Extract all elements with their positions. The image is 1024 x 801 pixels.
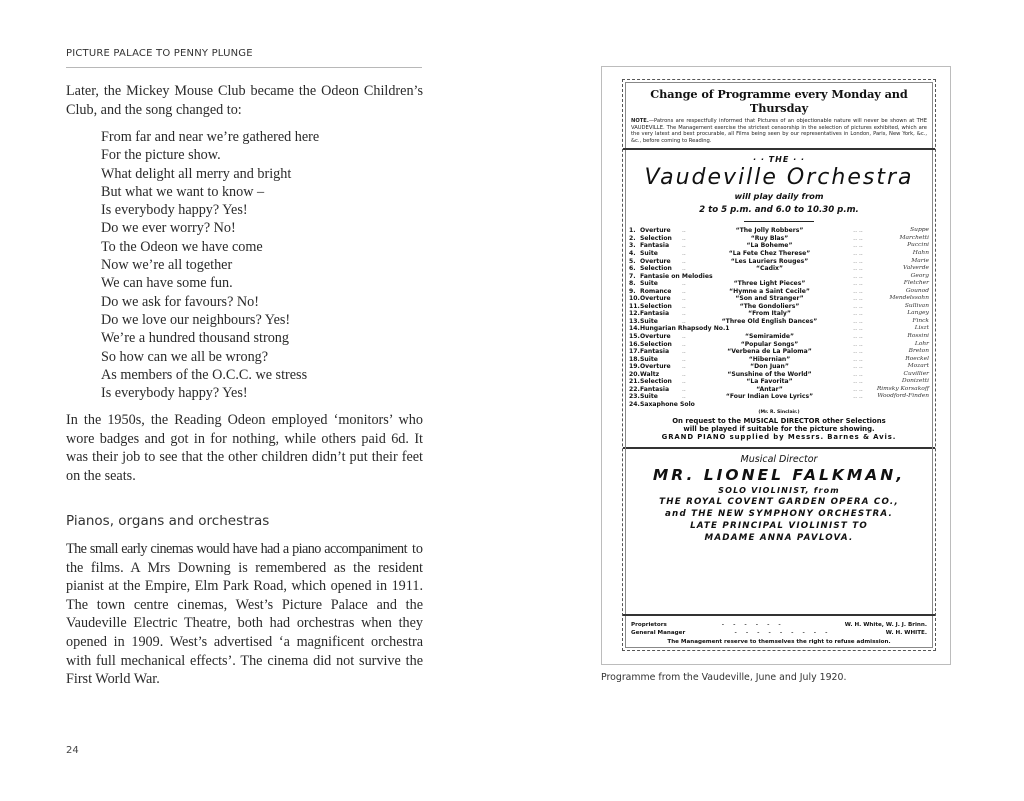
- director-section: [623, 447, 935, 547]
- song-verse: [101, 128, 319, 402]
- item-composer: Gounod: [905, 287, 929, 294]
- item-type: Selection: [640, 340, 672, 348]
- item-type: Suite: [640, 355, 658, 363]
- verse-line: Is everybody happy? Yes!: [101, 385, 248, 402]
- note-text: [631, 118, 927, 144]
- item-type: Selection: [640, 302, 672, 310]
- change-title: Change of Programme every Monday and Thursday: [650, 87, 908, 115]
- item-composer: Woodford-Finden: [877, 393, 929, 400]
- dot-leader: ..: [682, 302, 686, 310]
- dot-leader: ..: [682, 257, 686, 265]
- dot-leader: ..: [682, 280, 686, 288]
- proprietors-row: [631, 622, 927, 630]
- item-type: Overture: [640, 257, 671, 265]
- item-piece: “Hymne a Saint Cecile”: [729, 287, 810, 295]
- item-piece: “Hibernian”: [748, 355, 791, 363]
- programme-item: [629, 341, 929, 349]
- verse-line: From far and near we’re gathered here: [101, 129, 320, 145]
- item-piece: “Verbena de La Paloma”: [727, 348, 812, 356]
- item-piece: “La Favorita”: [746, 378, 793, 386]
- item-number: 6.: [629, 265, 636, 273]
- item-number: 13.: [629, 317, 640, 325]
- item-composer: Fletcher: [903, 280, 929, 287]
- programme-item: [629, 356, 929, 364]
- dot-leader: .. ..: [853, 363, 863, 371]
- item-piece: “Cadix”: [756, 265, 783, 273]
- item-type: Overture: [640, 227, 671, 235]
- programme-item: [629, 280, 929, 288]
- dot-leader: ..: [682, 317, 686, 325]
- programme-item: [629, 227, 929, 235]
- item-type: Suite: [640, 393, 658, 401]
- dot-leader: ..: [682, 295, 686, 303]
- item-piece: “Four Indian Love Lyrics”: [725, 393, 814, 401]
- dot-leader: .. ..: [853, 317, 863, 325]
- dot-leader: [841, 401, 875, 409]
- dot-leader: .. ..: [853, 340, 863, 348]
- item-type: Suite: [640, 250, 658, 258]
- dash-leader: ---------: [734, 630, 837, 637]
- item-composer: Roeckel: [905, 355, 929, 362]
- item-piece: “La Fete Chez Therese”: [728, 250, 811, 258]
- item-type: Fantasia: [640, 310, 670, 318]
- item-number: 23.: [629, 393, 640, 401]
- item-type: Selection: [640, 234, 672, 242]
- item-composer: Marie: [911, 257, 929, 264]
- request-line-2: will be played if suitable for the picture showing.: [683, 424, 875, 433]
- item-number: 11.: [629, 302, 640, 310]
- dot-leader: .. ..: [853, 325, 863, 333]
- item-composer: Langey: [907, 310, 929, 317]
- item-composer: Breton: [908, 348, 929, 355]
- dot-leader: ..: [682, 310, 686, 318]
- dot-leader: .. ..: [853, 295, 863, 303]
- programme-item: [629, 258, 929, 266]
- director-line-3: and THE NEW SYMPHONY ORCHESTRA.: [665, 509, 893, 520]
- play-times: 2 to 5 p.m. and 6.0 to 10.30 p.m.: [699, 205, 859, 216]
- programme-item: [629, 318, 929, 326]
- the-label: · · THE · ·: [753, 155, 805, 165]
- verse-line: As members of the O.C.C. we stress: [101, 366, 308, 383]
- dot-leader: .. ..: [853, 302, 863, 310]
- item-piece: “Semiramide”: [744, 333, 795, 341]
- verse-line: For the picture show.: [101, 147, 221, 164]
- dot-leader: ..: [682, 363, 686, 371]
- programme-item: [629, 401, 929, 409]
- dot-leader: ..: [682, 370, 686, 378]
- dot-leader: .. ..: [853, 378, 863, 386]
- pianos-paragraph: [66, 540, 423, 689]
- item-number: 17.: [629, 348, 640, 356]
- item-number: 14.: [629, 325, 640, 333]
- page-number: 24: [66, 745, 79, 756]
- dot-leader: ..: [682, 265, 686, 273]
- item-piece: “Don Juan”: [750, 363, 789, 371]
- programme-item: [629, 363, 929, 371]
- will-play: will play daily from: [734, 191, 824, 202]
- programme-item: [629, 265, 929, 273]
- dot-leader: .. ..: [853, 393, 863, 401]
- programme-item: [629, 310, 929, 318]
- item-composer: Hahn: [912, 250, 929, 257]
- programme-item: [629, 348, 929, 356]
- programme-item: [629, 295, 929, 303]
- item-piece: “Antar”: [756, 385, 783, 393]
- verse-line: Now we’re all together: [101, 257, 233, 274]
- section-heading: Pianos, organs and orchestras: [66, 513, 270, 529]
- item-piece: “Three Light Pieces”: [733, 280, 806, 288]
- dot-leader: ..: [682, 385, 686, 393]
- verse-line: Do we ever worry? No!: [101, 220, 236, 237]
- item-type: Waltz: [640, 370, 660, 378]
- item-number: 4.: [629, 250, 636, 258]
- item-number: 2.: [629, 234, 636, 242]
- dot-leader: .. ..: [853, 310, 863, 318]
- dash-leader: ------: [721, 622, 790, 629]
- item-composer: Mendelssohn: [889, 295, 929, 302]
- grand-piano-line: GRAND PIANO supplied by Messrs. Barnes & Avis.: [661, 433, 897, 442]
- item-type: Saxaphone Solo: [640, 400, 695, 408]
- running-head: PICTURE PALACE TO PENNY PLUNGE: [66, 48, 422, 68]
- intro-paragraph: Later, the Mickey Mouse Club became the Odeon Children’s Club, and the song changed to:: [66, 83, 423, 118]
- item-composer: Suppe: [910, 227, 929, 234]
- proprietors-value: W. H. White, W. J. J. Brinn.: [844, 622, 927, 629]
- verse-line: To the Odeon we have come: [101, 238, 263, 255]
- verse-line: So how can we all be wrong?: [101, 348, 269, 365]
- programme-item: [629, 333, 929, 341]
- item-piece: “Sunshine of the World”: [727, 370, 812, 378]
- orchestra-section: [623, 155, 935, 441]
- item-number: 18.: [629, 355, 640, 363]
- dot-leader: .. ..: [853, 333, 863, 341]
- pianos-first-line: The small early cinemas would have had a piano accompaniment: [66, 541, 407, 557]
- programme-figure: [601, 66, 951, 665]
- item-number: 16.: [629, 340, 640, 348]
- programme-item: [629, 250, 929, 258]
- director-line-2: THE ROYAL COVENT GARDEN OPERA CO.,: [659, 497, 899, 508]
- dot-leader: .. ..: [853, 370, 863, 378]
- item-composer: Mozart: [907, 363, 929, 370]
- dot-leader: ..: [682, 234, 686, 242]
- verse-line: But what we want to know –: [101, 183, 265, 200]
- programme-item: [629, 325, 929, 333]
- proprietors-box: [623, 614, 935, 650]
- dot-leader: ..: [682, 348, 686, 356]
- programme-item: [629, 393, 929, 401]
- dot-leader: .. ..: [853, 265, 863, 273]
- item-number: 20.: [629, 370, 640, 378]
- item-composer: Lohr: [914, 340, 929, 347]
- item-type: Fantasia: [640, 242, 670, 250]
- item-number: 9.: [629, 287, 636, 295]
- item-piece: “From Italy”: [748, 310, 791, 318]
- item-composer: Donizetti: [901, 378, 929, 385]
- verse-line: Do we ask for favours? No!: [101, 293, 259, 310]
- item-composer: Valverde: [903, 265, 929, 272]
- director-line-1: SOLO VIOLINIST, from: [718, 486, 840, 496]
- dot-leader: .. ..: [853, 234, 863, 242]
- item-type: Overture: [640, 333, 671, 341]
- dot-leader: .. ..: [853, 385, 863, 393]
- item-type: Selection: [640, 378, 672, 386]
- item-number: 10.: [629, 295, 640, 303]
- dot-leader: ..: [682, 333, 686, 341]
- item-number: 8.: [629, 280, 636, 288]
- verse-line: We can have some fun.: [101, 275, 233, 292]
- dot-leader: .. ..: [853, 348, 863, 356]
- manager-value: W. H. WHITE.: [885, 630, 927, 637]
- item-piece: “The Gondoliers”: [739, 302, 800, 310]
- pianos-rest: to the films. A Mrs Downing is remembered as the resident pianist at the Empire, Elm Park Road, which opened in 1911. The town centre cinemas, West’s Picture Palace and the Vaudeville Electric Theatre, both had orchestras when they opened in 1909. West’s advertised ‘a magnificent orchestra with full mechanical effects’. The cinema did not survive the First World War.: [66, 541, 424, 688]
- item-number: 1.: [629, 227, 636, 235]
- item-type: Hungarian Rhapsody No.1: [640, 325, 730, 333]
- dot-leader: ..: [682, 250, 686, 258]
- dot-leader: ..: [682, 242, 686, 250]
- dot-leader: ..: [682, 378, 686, 386]
- monitors-paragraph: In the 1950s, the Reading Odeon employed ‘monitors’ who wore badges and got in for nothing, while others paid 6d. It was their job to see that the other children didn’t put their feet on the seats.: [66, 412, 423, 484]
- director-label: Musical Director: [740, 454, 818, 466]
- item-composer: Sullivan: [904, 302, 929, 309]
- figure-caption: Programme from the Vaudeville, June and July 1920.: [601, 672, 847, 683]
- director-name: MR. LIONEL FALKMAN,: [652, 466, 906, 485]
- dot-leader: .. ..: [853, 257, 863, 265]
- programme-item: [629, 386, 929, 394]
- dot-leader: .. ..: [853, 250, 863, 258]
- programme-item: [629, 303, 929, 311]
- item-piece: “La Boheme”: [746, 242, 793, 250]
- request-line-1: On request to the MUSICAL DIRECTOR other Selections: [672, 416, 886, 425]
- programme-image: [622, 79, 936, 651]
- programme-item: [629, 273, 929, 281]
- verse-line: Do we love our neighbours? Yes!: [101, 311, 291, 328]
- divider: [744, 221, 814, 222]
- item-number: 5.: [629, 257, 636, 265]
- item-number: 19.: [629, 363, 640, 371]
- manager-label: General Manager: [631, 630, 686, 637]
- orchestra-title: Vaudeville Orchestra: [644, 165, 914, 191]
- programme-item: [629, 378, 929, 386]
- item-type: Fantasia: [640, 348, 670, 356]
- programme-item: [629, 371, 929, 379]
- dot-leader: .. ..: [853, 272, 863, 280]
- director-line-4: LATE PRINCIPAL VIOLINIST TO: [690, 521, 868, 532]
- item-type: Suite: [640, 317, 658, 325]
- item-composer: Rossini: [907, 333, 929, 340]
- change-notice-box: [623, 87, 935, 150]
- verse-line: We’re a hundred thousand strong: [101, 330, 289, 347]
- note-lead: NOTE.: [631, 118, 649, 124]
- item-type: Suite: [640, 280, 658, 288]
- item-piece: “Les Lauriers Rouges”: [730, 257, 809, 265]
- note-body: —Patrons are respectfully informed that Pictures of an objectionable nature will never be shown at THE VAUDEVILLE. The Management exercise the strictest censorship in the selection of pictures exhibited, which are the very latest and best procurable, all Films being seen by our representatives in London, Paris, New York, &c., &c., before coming to Reading.: [631, 118, 927, 144]
- item-piece: “Son and Stranger”: [735, 295, 804, 303]
- item-piece: “Popular Songs”: [740, 340, 799, 348]
- proprietors-label: Proprietors: [631, 622, 667, 629]
- item-composer: Georg: [910, 272, 929, 279]
- manager-row: [631, 630, 927, 638]
- item-composer: Cuvillier: [903, 370, 929, 377]
- dot-leader: .. ..: [853, 355, 863, 363]
- programme-list: [629, 227, 929, 408]
- item-type: Selection: [640, 265, 672, 273]
- dot-leader: ..: [682, 393, 686, 401]
- item-number: 21.: [629, 378, 640, 386]
- item-type: Romance: [640, 287, 672, 295]
- director-line-5: MADAME ANNA PAVLOVA.: [704, 533, 854, 544]
- dot-leader: .. ..: [853, 242, 863, 250]
- item-piece: “Ruy Blas”: [750, 234, 789, 242]
- item-composer: Finck: [912, 317, 929, 324]
- dot-leader: .. ..: [853, 227, 863, 235]
- programme-item: [629, 235, 929, 243]
- dot-leader: ..: [682, 287, 686, 295]
- item-composer: Marchetti: [899, 234, 929, 241]
- item-composer: Puccini: [907, 242, 929, 249]
- item-type: Overture: [640, 295, 671, 303]
- item-composer: Liszt: [914, 325, 929, 332]
- verse-line: Is everybody happy? Yes!: [101, 202, 248, 219]
- refuse-notice: The Management reserve to themselves the right to refuse admission.: [667, 639, 891, 645]
- item-number: 7.: [629, 272, 636, 280]
- item-number: 3.: [629, 242, 636, 250]
- item-number: 24.: [629, 400, 640, 408]
- item-type: Fantasia: [640, 385, 670, 393]
- dot-leader: ..: [682, 355, 686, 363]
- item-composer: Rimsky Korsakoff: [876, 385, 929, 392]
- item-number: 22.: [629, 385, 640, 393]
- item-composer: [875, 401, 929, 409]
- item-piece: “The Jolly Robbers”: [735, 227, 804, 235]
- verse-line: What delight all merry and bright: [101, 165, 292, 182]
- programme-item: [629, 288, 929, 296]
- dot-leader: ..: [682, 340, 686, 348]
- item-type: Overture: [640, 363, 671, 371]
- programme-item: [629, 242, 929, 250]
- item-number: 15.: [629, 333, 640, 341]
- dot-leader: ..: [682, 227, 686, 235]
- item-type: Fantasie on Melodies: [640, 272, 713, 280]
- dot-leader: .. ..: [853, 287, 863, 295]
- item-piece: “Three Old English Dances”: [721, 317, 818, 325]
- item-number: 12.: [629, 310, 640, 318]
- soloist-name: (Mr. R. Sinclair.): [758, 409, 800, 415]
- dot-leader: .. ..: [853, 280, 863, 288]
